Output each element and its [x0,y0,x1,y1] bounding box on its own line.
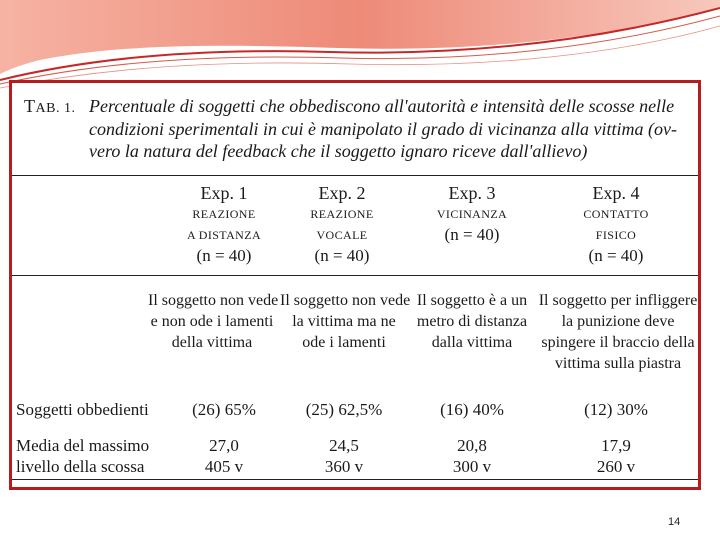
caption-line-1: Percentuale di soggetti che obbediscono all'autorità e intensità delle scosse nelle [89,96,675,116]
column-header-exp1: Exp. 1 REAZIONE A DISTANZA (n = 40) [186,183,262,265]
slide-page-number: 14 [668,516,681,528]
description-exp4: Il soggetto per infliggere la punizione deve spingere il braccio della vittima sulla piastra [538,292,698,372]
cell-shock-exp4: 17,9 260 v [596,436,636,476]
cell-shock-exp2: 24,5 360 v [324,436,364,476]
cell-obedient-exp2: (25) 62,5% [305,400,383,419]
rule-middle [12,275,698,276]
rule-top [12,175,698,176]
cell-obedient-exp3: (16) 40% [440,400,504,419]
column-header-exp4: Exp. 4 CONTATTO FISICO (n = 40) [583,183,649,265]
row-label-obedient: Soggetti obbedienti [16,400,149,419]
description-exp2: Il soggetto non vede la vittima ma ne ode i lamenti [280,292,411,351]
cell-obedient-exp1: (26) 65% [192,400,256,419]
caption-line-2: condizioni sperimentali in cui è manipolato il grado di vicinanza alla vittima (ov- [89,119,677,139]
cell-obedient-exp4: (12) 30% [584,400,648,419]
description-exp1: Il soggetto non vede e non ode i lamenti della vittima [148,292,279,351]
table-label: TAB. 1. [24,96,76,116]
cell-shock-exp1: 27,0 405 v [204,436,244,476]
column-header-exp3: Exp. 3 VICINANZA (n = 40) [436,183,508,244]
table-figure [9,80,701,490]
description-exp3: Il soggetto è a un metro di distanza dalla vittima [416,292,528,351]
caption-line-3: vero la natura del feedback che il soggetto ignaro riceve dall'allievo) [89,141,588,161]
cell-shock-exp3: 20,8 300 v [452,436,492,476]
column-header-exp2: Exp. 2 REAZIONE VOCALE (n = 40) [310,183,374,265]
rule-bottom [12,479,698,480]
row-label-max-shock: Media del massimo livello della scossa [16,436,150,476]
slide-header-swoosh [0,0,720,90]
